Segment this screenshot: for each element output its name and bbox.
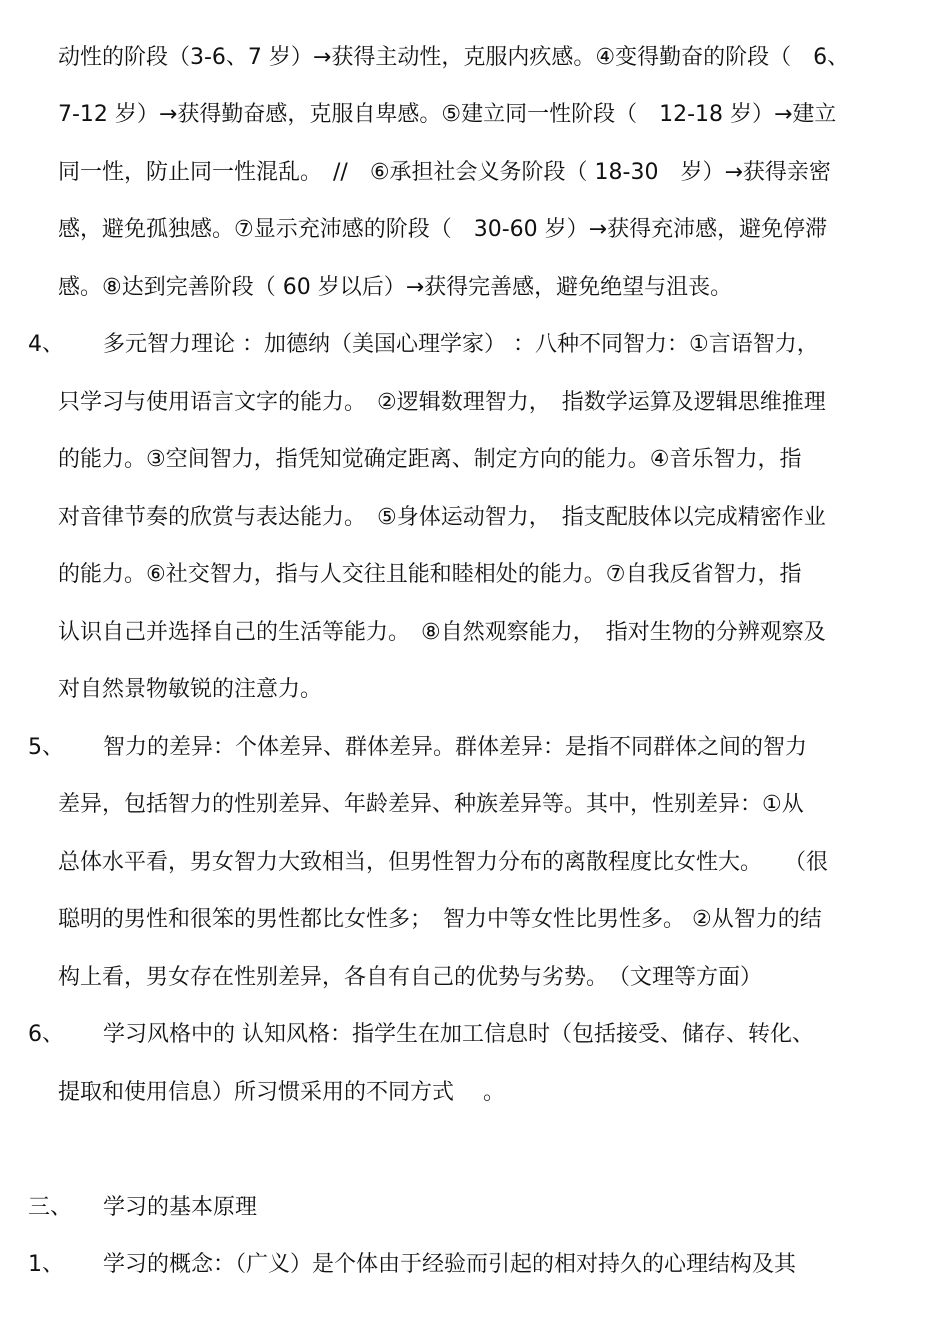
paragraph-line: 认识自己并选择自己的生活等能力。 ⑧自然观察能力， 指对生物的分辨观察及	[58, 620, 826, 645]
item-heading: 多元智力理论 ：加德纳（美国心理学家） ：八种不同智力：①言语智力，	[103, 332, 819, 357]
item-number: 5、	[28, 735, 64, 760]
paragraph-line: 总体水平看，男女智力大致相当，但男性智力分布的离散程度比女性大。 （很	[58, 850, 829, 875]
item-heading: 智力的差异：个体差异、群体差异。群体差异：是指不同群体之间的智力	[103, 735, 808, 760]
paragraph-line: 对自然景物敏锐的注意力。	[58, 677, 323, 702]
paragraph-line: 动性的阶段（3-6、7 岁）→获得主动性，克服内疚感。④变得勤奋的阶段（ 6、	[58, 45, 850, 70]
section-number: 三、	[28, 1195, 73, 1220]
paragraph-line: 同一性，防止同一性混乱。 // ⑥承担社会义务阶段（ 18-30 岁）→获得亲密	[58, 160, 831, 185]
item-heading: 学习风格中的 认知风格：指学生在加工信息时（包括接受、储存、转化、	[103, 1022, 814, 1047]
paragraph-line: 的能力。③空间智力，指凭知觉确定距离、制定方向的能力。④音乐智力，指	[58, 447, 802, 472]
paragraph-line: 提取和使用信息）所习惯采用的不同方式 。	[58, 1080, 505, 1105]
paragraph-line: 7-12 岁）→获得勤奋感，克服自卑感。⑤建立同一性阶段（ 12-18 岁）→建立	[58, 102, 837, 127]
item-heading: 学习的概念：（广义）是个体由于经验而引起的相对持久的心理结构及其	[103, 1252, 797, 1277]
paragraph-line: 只学习与使用语言文字的能力。 ②逻辑数理智力， 指数学运算及逻辑思维推理	[58, 390, 826, 415]
item-number: 1、	[28, 1252, 64, 1277]
paragraph-line: 感，避免孤独感。⑦显示充沛感的阶段（ 30-60 岁）→获得充沛感，避免停滞	[58, 217, 828, 242]
paragraph-line: 感。⑧达到完善阶段（ 60 岁以后）→获得完善感，避免绝望与沮丧。	[58, 275, 733, 300]
paragraph-line: 构上看，男女存在性别差异，各自有自己的优势与劣势。 （文理等方面）	[58, 965, 763, 990]
paragraph-line: 差异，包括智力的性别差异、年龄差异、种族差异等。其中，性别差异：①从	[58, 792, 804, 817]
section-heading: 学习的基本原理	[103, 1195, 258, 1220]
paragraph-line: 的能力。⑥社交智力，指与人交往且能和睦相处的能力。⑦自我反省智力，指	[58, 562, 802, 587]
item-number: 6、	[28, 1022, 64, 1047]
paragraph-line: 对音律节奏的欣赏与表达能力。 ⑤身体运动智力， 指支配肢体以完成精密作业	[58, 505, 826, 530]
paragraph-line: 聪明的男性和很笨的男性都比女性多； 智力中等女性比男性多。 ②从智力的结	[58, 907, 822, 932]
item-number: 4、	[28, 332, 64, 357]
